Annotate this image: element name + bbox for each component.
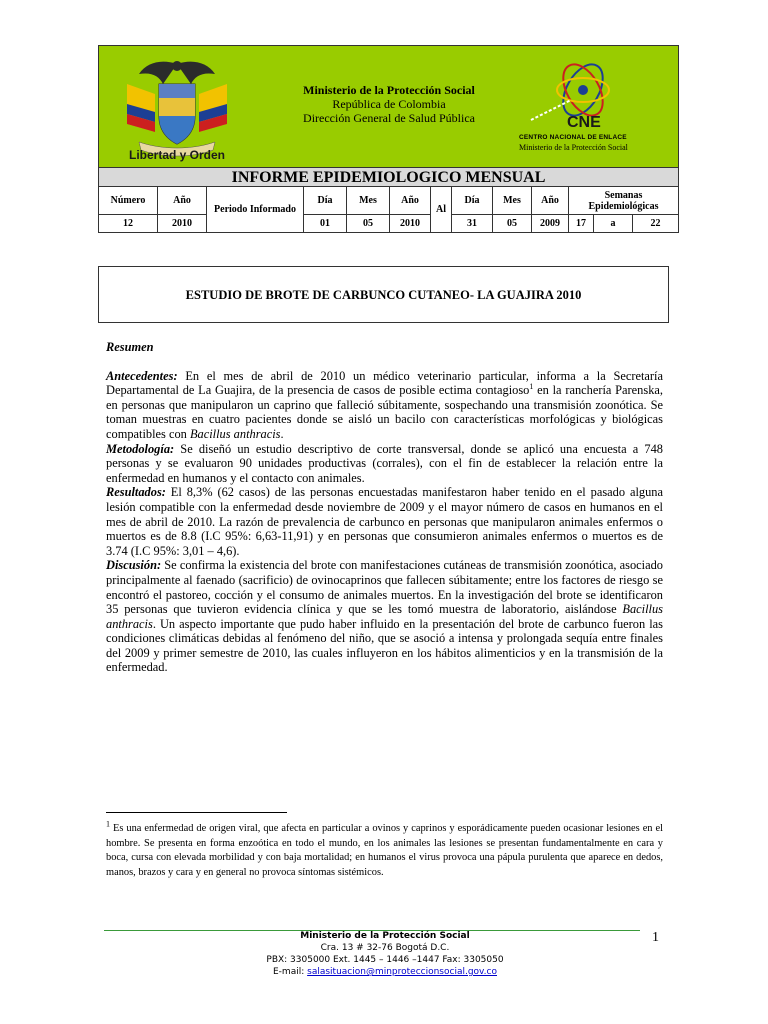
footer-phones: PBX: 3305000 Ext. 1445 – 1446 –1447 Fax: 3305050 [266, 955, 504, 965]
page-footer [230, 930, 540, 978]
resumen-heading: Resumen [106, 340, 154, 354]
footer-email-link[interactable]: salasituacion@minproteccionsocial.gov.co [307, 967, 497, 977]
resultados-text: El 8,3% (62 casos) de las personas encuestadas manifestaron haber tenido en el pasado alguna lesión compatible con la enfermedad desde noviembre de 2009 y el mayor número de casos en humanos en el mes de abril de 2010. La razón de prevalencia de carbunco en personas que manipularon animales enfermos o muertos es de 8.8 (I.C 95%: 6,63-11,91) y en personas que consumieron animales enfermos o muertos es de 3.74 (I.C 95%: 3,01 – 4,6). [106, 485, 663, 558]
meta-value-anio: 2010 [158, 215, 207, 233]
discusion-text-1: Se confirma la existencia del brote con manifestaciones cutáneas de transmisión zoonótica, asociado principalmente al faenado (sacrificio) de ovinocaprinos que fallecen súbitamente; entre los factores de riesgo se encontró el pastoreo, cocción y el consumo de animales muertos. En la investigación del brote se identificaron 35 personas que tuvieron evidencia clínica y que se les tomó muestra de laboratorio, aislándose [106, 558, 663, 617]
antecedentes-end: . [280, 426, 284, 441]
meta-value-to-month: 05 [493, 215, 532, 233]
footer-email-label: E-mail: [273, 967, 308, 977]
meta-value-week-to: 22 [633, 215, 679, 233]
meta-value-from-month: 05 [347, 215, 390, 233]
crest-motto: Libertad y Orden [128, 148, 226, 162]
metodologia-label: Metodología: [106, 441, 175, 456]
meta-label-anio-to: Año [532, 187, 569, 215]
meta-value-week-from: 17 [569, 215, 594, 233]
republic-name: República de Colombia [332, 97, 446, 111]
species-name: Bacillus anthracis [189, 426, 281, 441]
meta-label-mes-from: Mes [347, 187, 390, 215]
antecedentes-text-1: En el mes de abril de 2010 un médico veterinario particular, informa a la Secretaría Departamental de La Guajira, de la presencia de casos de posible ectima contagioso [106, 368, 663, 398]
report-meta-table [98, 186, 679, 233]
study-title: ESTUDIO DE BROTE DE CARBUNCO CUTANEO- LA GUAJIRA 2010 [98, 266, 669, 323]
metodologia-text: Se diseñó un estudio descriptivo de corte transversal, donde se aplicó una encuesta a 748 personas y se evaluaron 90 unidades productivas (corrales), con el fin de establecer la relación entre la enfermedad en humanos y el contacto con animales. [106, 441, 663, 485]
discusion-label: Discusión: [106, 558, 162, 573]
cne-acronym: CNE [567, 114, 601, 131]
report-title: INFORME EPIDEMIOLOGICO MENSUAL [98, 167, 679, 187]
footer-ministry: Ministerio de la Protección Social [300, 931, 470, 941]
directorate-name: Dirección General de Salud Pública [303, 111, 475, 125]
meta-label-anio: Año [158, 187, 207, 215]
meta-value-to-year: 2009 [532, 215, 569, 233]
meta-value-from-year: 2010 [390, 215, 431, 233]
antecedentes-text-2: en la ranchería Parenska, en personas que manipularon un caprino que falleció súbitamente, sospechando una transmisión zoonótica. Se toman muestras en cuatro pacientes donde se aisló un bacilo con características morfológicas y biológicas compatibles con [106, 383, 663, 441]
discusion-paragraph [106, 558, 663, 675]
species-name: Bacillus anthracis [106, 602, 663, 631]
meta-label-anio-from: Año [390, 187, 431, 215]
footnote-number: 1 [106, 819, 110, 829]
header-band [98, 45, 679, 168]
meta-value-numero: 12 [99, 215, 158, 233]
meta-label-al: Al [431, 187, 452, 233]
abstract-body [106, 340, 663, 675]
resultados-label: Resultados: [106, 485, 166, 500]
discusion-text-2: . Un aspecto importante que pudo haber influido en la presentación del brote de carbunco fueron las condiciones climáticas debidas al fenómeno del niño, que se asoció a intensa y prolongada sequía entre finales del 2009 y primer semestre de 2010, las cuales influyeron en los hábitos alimenticios y en la transmisión de la enfermedad. [106, 616, 663, 675]
meta-value-from-day: 01 [304, 215, 347, 233]
meta-label-numero: Número [99, 187, 158, 215]
metodologia-paragraph [106, 442, 663, 486]
antecedentes-label: Antecedentes: [106, 368, 178, 383]
meta-label-dia-to: Día [452, 187, 493, 215]
footnote-ref[interactable]: 1 [529, 382, 534, 392]
footer-email-line [230, 966, 540, 978]
cne-logo [511, 58, 671, 163]
cne-name: CENTRO NACIONAL DE ENLACE [519, 134, 627, 141]
footnote-text: Es una enfermedad de origen viral, que afecta en particular a ovinos y caprinos y esporádicamente pueden ocasionar lesiones en el hombre. Se presenta en forma enzoótica en todo el mundo, en los animales las lesiones se presentan fundamentalmente en cara y boca, cursa con elevada morbilidad y con baja mortalidad; en humanos el virus provoca una pápula purulenta que aparece en dedos, manos, brazos y cara y en general no provoca síntomas sistémicos. [106, 823, 663, 878]
meta-label-semanas: Semanas Epidemiológicas [569, 187, 679, 215]
ministry-heading [259, 83, 519, 125]
ministry-name: Ministerio de la Protección Social [303, 83, 475, 97]
meta-label-dia-from: Día [304, 187, 347, 215]
footer-address: Cra. 13 # 32-76 Bogotá D.C. [320, 943, 450, 953]
page-number: 1 [652, 930, 659, 945]
cne-ministry: Ministerio de la Protección Social [519, 143, 628, 152]
colombia-coat-of-arms-logo [117, 54, 237, 164]
meta-label-periodo: Periodo Informado [207, 187, 304, 233]
meta-label-mes-to: Mes [493, 187, 532, 215]
meta-value-to-day: 31 [452, 215, 493, 233]
footnote [106, 819, 663, 880]
resultados-paragraph [106, 485, 663, 558]
footnote-divider [106, 812, 287, 813]
meta-value-week-sep: a [594, 215, 633, 233]
antecedentes-paragraph [106, 369, 663, 442]
